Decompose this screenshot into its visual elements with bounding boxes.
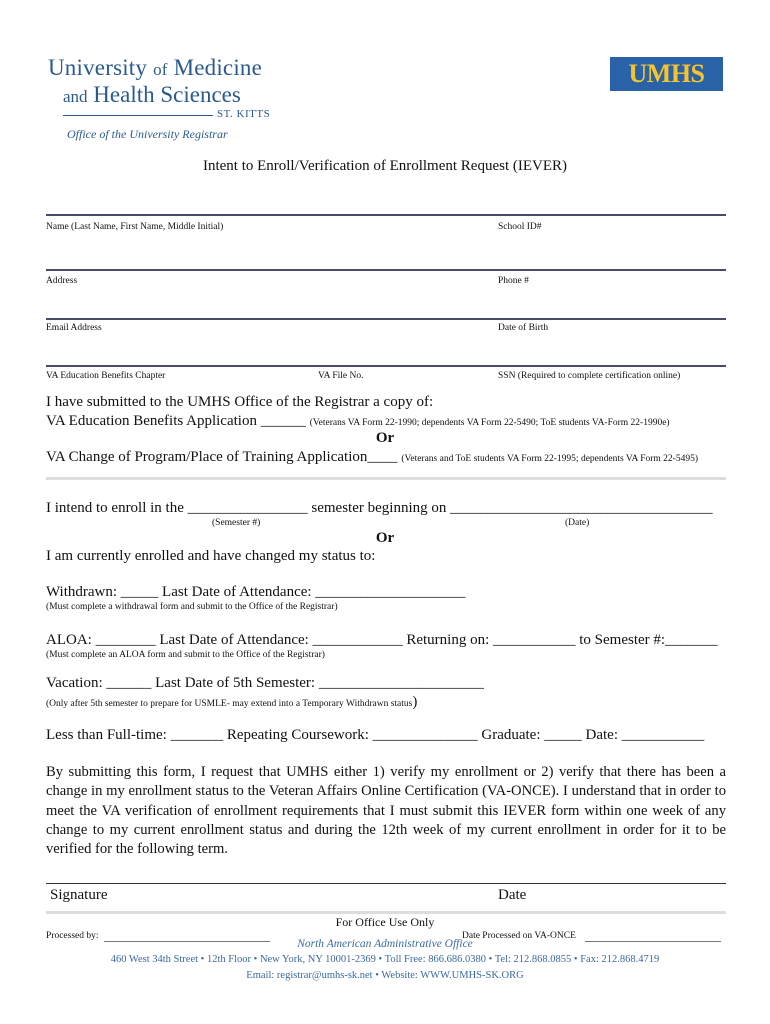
aloa-line[interactable]: ALOA: ________ Last Date of Attendance: ____________ Returning on: ___________ to Semester #:_______	[46, 632, 718, 648]
dob-label: Date of Birth	[498, 323, 549, 333]
va-chapter-label: VA Education Benefits Chapter	[46, 371, 166, 381]
less-than-fulltime-line[interactable]: Less than Full-time: _______ Repeating Coursework: ______________ Graduate: _____ Date: ___________	[46, 727, 705, 743]
logo-health-sciences: Health Sciences	[93, 82, 241, 107]
aloa-note: (Must complete an ALOA form and submit to the Office of the Registrar)	[46, 650, 325, 660]
certification-paragraph: By submitting this form, I request that UMHS either 1) verify my enrollment or 2) verify that there has been a change in my enrollment status to the Veteran Affairs Online Certification (VA-ONCE). I understand that in order to meet the VA verification of enrollment requirements that I must submit this IEVER form within one week of any change to my current enrollment status and during the 12th week of my current enrollment in order for it to be verified for the following term.	[46, 764, 726, 858]
office-use-heading: For Office Use Only	[335, 915, 435, 929]
footer-office: North American Administrative Office	[297, 938, 473, 950]
or-divider-1: Or	[375, 430, 395, 446]
currently-enrolled-text: I am currently enrolled and have changed my status to:	[46, 548, 376, 564]
va-change-label[interactable]: VA Change of Program/Place of Training Application____	[46, 449, 398, 465]
or-divider-2: Or	[375, 530, 395, 546]
vacation-note-paren: )	[412, 694, 418, 710]
withdrawn-note: (Must complete a withdrawal form and submit to the Office of the Registrar)	[46, 602, 338, 612]
email-label: Email Address	[46, 323, 102, 333]
ssn-label: SSN (Required to complete certification online)	[498, 371, 681, 381]
school-id-label: School ID#	[498, 222, 542, 232]
signature-input-line[interactable]	[46, 883, 726, 884]
submitted-intro: I have submitted to the UMHS Office of the Registrar a copy of:	[46, 394, 434, 410]
vacation-note-line	[46, 693, 417, 711]
logo-medicine: Medicine	[173, 55, 263, 80]
va-change-line	[46, 448, 698, 466]
va-file-label: VA File No.	[318, 371, 364, 381]
logo-divider	[63, 115, 213, 116]
university-logo-line2	[63, 82, 241, 108]
university-logo-line1	[48, 55, 262, 81]
date-hint: (Date)	[565, 518, 590, 528]
processed-vaonce-label: Date Processed on VA-ONCE	[462, 931, 576, 941]
signature-date-label: Date	[498, 887, 527, 903]
va-application-line	[46, 412, 670, 430]
footer-address: 460 West 34th Street • 12th Floor • New York, NY 10001-2369 • Toll Free: 866.686.0380 • Tel: 212.868.0855 • Fax: 212.868.4719	[110, 954, 660, 965]
email-input-line[interactable]	[46, 318, 726, 320]
address-label: Address	[46, 276, 78, 286]
va-application-note: (Veterans VA Form 22-1990; dependents VA Form 22-5490; ToE students VA-Form 22-1990e)	[309, 418, 670, 428]
semester-hint: (Semester #)	[212, 518, 261, 528]
vacation-note: (Only after 5th semester to prepare for USMLE- may extend into a Temporary Withdrawn status	[46, 699, 413, 709]
section-divider-1	[46, 477, 726, 480]
footer-contact: Email: registrar@umhs-sk.net • Website: WWW.UMHS-SK.ORG	[246, 970, 524, 981]
withdrawn-line[interactable]: Withdrawn: _____ Last Date of Attendance: ____________________	[46, 584, 466, 600]
va-input-line[interactable]	[46, 365, 726, 367]
signature-label: Signature	[50, 887, 108, 903]
logo-of: of	[153, 60, 168, 79]
processed-by-label: Processed by:	[46, 931, 99, 941]
va-application-label[interactable]: VA Education Benefits Application ______	[46, 413, 306, 429]
logo-stkitts: ST. KITTS	[217, 108, 271, 120]
address-input-line[interactable]	[46, 269, 726, 271]
name-input-line[interactable]	[46, 214, 726, 216]
logo-and: and	[63, 87, 88, 106]
phone-label: Phone #	[498, 276, 529, 286]
form-title: Intent to Enroll/Verification of Enrollment Request (IEVER)	[202, 158, 568, 174]
va-change-note: (Veterans and ToE students VA Form 22-1995; dependents VA Form 22-5495)	[401, 454, 699, 464]
name-label: Name (Last Name, First Name, Middle Initial)	[46, 222, 224, 232]
logo-registrar-office: Office of the University Registrar	[67, 127, 228, 141]
umhs-badge-logo: UMHS	[610, 57, 723, 91]
intend-enroll-line[interactable]: I intend to enroll in the ________________ semester beginning on ___________________________________	[46, 500, 713, 516]
vacation-line[interactable]: Vacation: ______ Last Date of 5th Semester: ______________________	[46, 675, 484, 691]
logo-university: University	[48, 55, 148, 80]
office-use-divider	[46, 911, 726, 914]
